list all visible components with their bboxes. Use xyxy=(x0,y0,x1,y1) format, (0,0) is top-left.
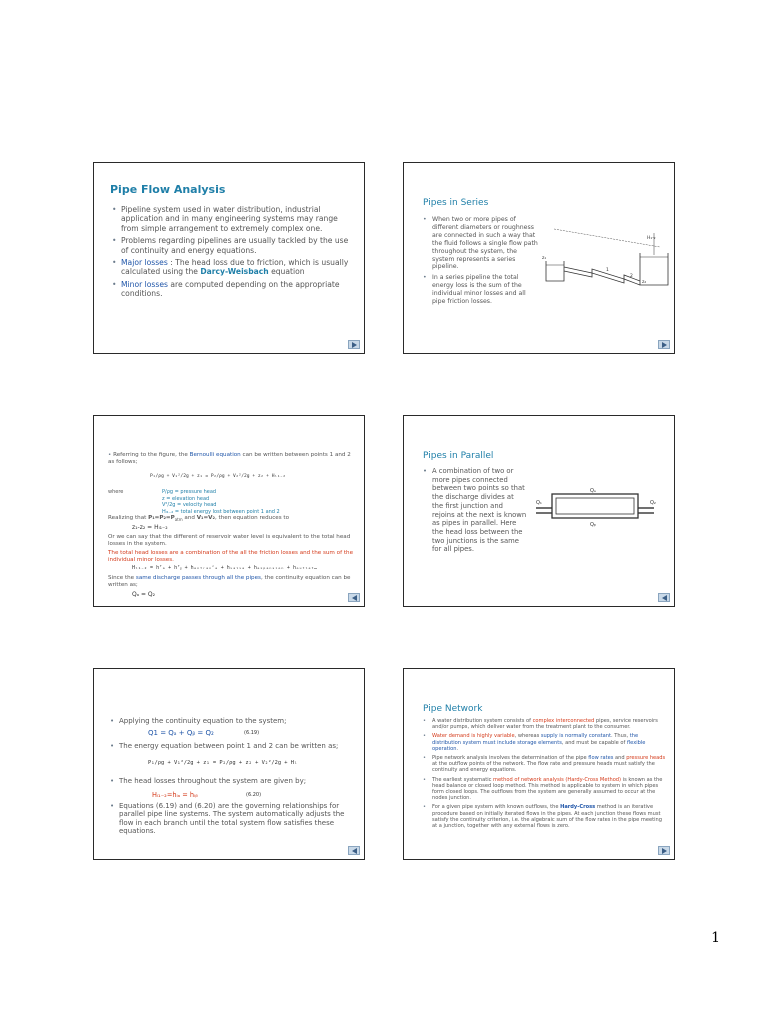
text: , whereas xyxy=(514,733,541,740)
text: , the continuity equation can be written as; xyxy=(108,575,351,588)
fig-label: z₁ xyxy=(542,256,547,261)
where-label: where xyxy=(108,489,124,495)
text: pipes, service reservoirs and/or pumps, which deliver water from the treatment plant to the consumer. xyxy=(432,718,658,731)
text: A water distribution system consists of xyxy=(432,718,533,724)
bullet-list xyxy=(423,216,541,306)
term-major-losses: Major losses xyxy=(121,258,168,268)
term-hardy-cross-method: method of network analysis (Hardy-Cross Method) xyxy=(493,776,622,783)
since-text xyxy=(108,575,354,588)
bullet-item xyxy=(110,742,356,750)
def-pressure-head: P/ρg = pressure head xyxy=(162,489,217,495)
intro-text xyxy=(108,452,354,466)
term-hardy-cross: Hardy-Cross xyxy=(560,804,596,811)
bullet-list xyxy=(423,718,666,829)
text: , then equation reduces to xyxy=(214,515,290,521)
bullet-item xyxy=(423,755,666,774)
bullet-item xyxy=(423,216,541,271)
term-darcy-weisbach: Darcy-Weisbach xyxy=(200,267,269,277)
slide-pipe-network xyxy=(403,668,675,860)
text: . Thus, xyxy=(611,733,630,740)
bullet-list xyxy=(110,802,356,836)
bullet-text: A combination of two or more pipes connected between two points so that the discharge divides at the first junction and rejoins at the next is known as pipes in parallel. Here the head loss between the two junctions is the same for all pipes. xyxy=(432,467,527,554)
text: Referring to the figure, the xyxy=(113,452,190,458)
slide-title: Pipe Flow Analysis xyxy=(110,183,226,196)
arrow-right-icon xyxy=(352,342,357,348)
term-demand: Water demand is highly variable xyxy=(432,733,515,740)
next-slide-button[interactable] xyxy=(658,340,670,349)
equation-bernoulli: P₁/ρg + V₁²/2g + z₁ = P₂/ρg + V₂²/2g + z₂ + Hₗ₁₋₂ xyxy=(150,474,286,479)
bullet-item xyxy=(112,280,352,299)
equation-total-loss: Hₗ₁₋₂ = hᶠₐ + hᶠᵦ + hₑₙₜᵣₐₙᶜₑ + hᵥₐₗᵥₑ + hₑₓₚₐₙₛᵢₒₙ + hₒᵤₜₗₑₜ… xyxy=(132,565,318,571)
text: V₁=V₂ xyxy=(196,515,215,521)
bullet-item xyxy=(112,205,352,233)
equation-head-loss: Hₗ₁₋₂=hₗₐ = hₗᵦ xyxy=(152,791,198,799)
parallel-pipe-diagram xyxy=(532,486,662,530)
bullet-text: Pipeline system used in water distribution, industrial application and in many engineering systems may range from simple arrangement to extremely complex one. xyxy=(121,205,338,233)
text: method is an iterative procedure based on initially iterated flows in the pipes. At each junction these flows must satisfy the continuity criterion, i.e. the algebraic sum of the flow rates in the pipe meeting at a junction, together with any external flows is zero. xyxy=(432,804,663,830)
fig-label: 2 xyxy=(630,274,633,279)
prev-slide-button[interactable] xyxy=(348,846,360,855)
slide-title: Pipe Network xyxy=(423,704,483,714)
def-velocity-head: V²/2g = velocity head xyxy=(162,502,217,508)
next-slide-button[interactable] xyxy=(348,340,360,349)
bullet-list xyxy=(110,717,356,729)
slide-pipe-flow-analysis xyxy=(93,162,365,354)
equation-number: (6.20) xyxy=(246,792,262,798)
term-supply: supply is normally constant xyxy=(540,733,612,740)
bullet-item xyxy=(423,804,666,829)
text: For a given pipe system with known outflows, the xyxy=(432,804,561,811)
text: . xyxy=(456,745,459,752)
term-bernoulli: Bernoulli equation xyxy=(189,452,241,458)
bullet-text: Equations (6.19) and (6.20) are the governing relationships for parallel pipe line systems. The system automatically adjusts the flow in each branch until the total system flow satisfies these equations. xyxy=(119,802,345,836)
slide-title: Pipes in Series xyxy=(423,198,489,208)
term-pressure-heads: pressure heads xyxy=(626,755,666,762)
bullet-text: : The head loss due to friction, which is usually calculated using the xyxy=(121,258,349,277)
bullet-item xyxy=(423,733,666,752)
slide-parallel-equations xyxy=(93,668,365,860)
arrow-left-icon xyxy=(352,848,357,854)
equation-continuity: Qₐ = Q₂ xyxy=(132,591,156,598)
term-flexible: flexible operation xyxy=(432,739,646,752)
bullet-item xyxy=(110,777,356,785)
fig-label: 1 xyxy=(606,268,609,273)
term-minor-losses: Minor losses xyxy=(121,279,168,289)
series-pipe-diagram xyxy=(544,225,670,287)
term-storage: the distribution system must include storage elements xyxy=(432,733,639,746)
text: P₁=P₂=P xyxy=(148,515,175,521)
realizing-text xyxy=(108,515,354,523)
bullet-item xyxy=(110,717,356,725)
text: and xyxy=(182,515,197,521)
term-complex: complex interconnected xyxy=(532,718,595,724)
text: Realizing that xyxy=(108,515,149,521)
fig-label: Qₐ xyxy=(590,488,596,494)
text: Since the xyxy=(108,575,136,581)
definitions xyxy=(162,489,352,515)
term-flow-rates: flow rates xyxy=(588,755,614,762)
bullet-list xyxy=(423,467,527,554)
bullet-item xyxy=(423,467,527,554)
bullet-text: Problems regarding pipelines are usually tackled by the use of continuity and energy equations. xyxy=(121,236,349,255)
say-text: Or we can say that the different of reservoir water level is equivalent to the total head losses in the system. xyxy=(108,534,351,547)
arrow-right-icon xyxy=(662,848,667,854)
def-total-loss: Hₗ₁₋₂ = total energy lost between point 1 and 2 xyxy=(162,508,280,515)
fig-label: Q₂ xyxy=(650,500,656,506)
slide-bernoulli-series xyxy=(93,415,365,607)
arrow-right-icon xyxy=(662,342,667,348)
bullet-text: The energy equation between point 1 and 2 can be written as; xyxy=(119,742,339,750)
arrow-left-icon xyxy=(352,595,357,601)
equation-reduced: z₁-z₂ = Hₗ₁₋₂ xyxy=(132,524,168,531)
term-same-discharge: same discharge passes through all the pipes xyxy=(135,575,261,581)
bullet-list xyxy=(110,742,356,750)
bullet-text: equation xyxy=(268,267,305,277)
bullet-dot: • xyxy=(108,452,114,458)
bullet-item xyxy=(110,802,356,836)
slide-pipes-in-series xyxy=(403,162,675,354)
fig-label: H₁-₂ xyxy=(647,236,656,241)
prev-slide-button[interactable] xyxy=(658,593,670,602)
next-slide-button[interactable] xyxy=(658,846,670,855)
bullet-item xyxy=(112,236,352,255)
def-elevation-head: z = elevation head xyxy=(162,495,210,502)
page-number: 1 xyxy=(711,930,720,946)
prev-slide-button[interactable] xyxy=(348,593,360,602)
bullet-item xyxy=(423,274,541,306)
arrow-left-icon xyxy=(662,595,667,601)
bullet-text: are computed depending on the appropriate conditions. xyxy=(121,279,340,299)
bullet-text: When two or more pipes of different diameters or roughness are connected in such a way that the fluid follows a single flow path throughout the system, the system represents a series pipeline. xyxy=(432,216,538,271)
slide-pipes-in-parallel xyxy=(403,415,675,607)
text: can be written between points 1 and 2 as follows; xyxy=(108,452,351,465)
bullet-text: In a series pipeline the total energy loss is the sum of the individual minor losses and all pipe friction losses. xyxy=(432,274,526,306)
text: , and must be capable of xyxy=(561,739,627,746)
bullet-list xyxy=(112,205,352,299)
text: Pipe network analysis involves the determination of the pipe xyxy=(432,755,589,762)
bullet-list xyxy=(110,777,356,785)
slide-title: Pipes in Parallel xyxy=(423,451,494,461)
text: The earliest systematic xyxy=(432,776,494,783)
bullet-item xyxy=(423,718,666,730)
equation-number: (6.19) xyxy=(244,730,260,736)
equation-energy: P₁/ρg + V₁²/2g + z₁ = P₂/ρg + z₂ + V₂²/2g + Hₗ xyxy=(148,760,298,766)
text: atm xyxy=(174,517,183,523)
fig-label: Qᵦ xyxy=(590,522,596,528)
red-note: The total head losses are a combination of the all the friction losses and the sum of the individual minor losses. xyxy=(108,550,354,563)
bullet-item xyxy=(423,777,666,802)
bullet-item xyxy=(112,258,352,277)
equation-continuity: Q1 = Qₐ + Qᵦ = Q₂ xyxy=(148,729,214,737)
fig-label: z₂ xyxy=(642,280,647,285)
bullet-text: Applying the continuity equation to the system; xyxy=(119,717,287,725)
bullet-text: The head losses throughout the system are given by; xyxy=(119,777,307,785)
text: at the outflow points of the network. The flow rate and pressure heads must satisfy the continuity and energy equations. xyxy=(432,761,655,774)
text: and xyxy=(613,755,627,762)
fig-label: Q₁ xyxy=(536,500,542,506)
text: is known as the head balance or closed loop method. This method is applicable to system in which pipes form closed loops. The outflows from the system are generally assumed to occur at the nodes junction. xyxy=(432,776,663,802)
